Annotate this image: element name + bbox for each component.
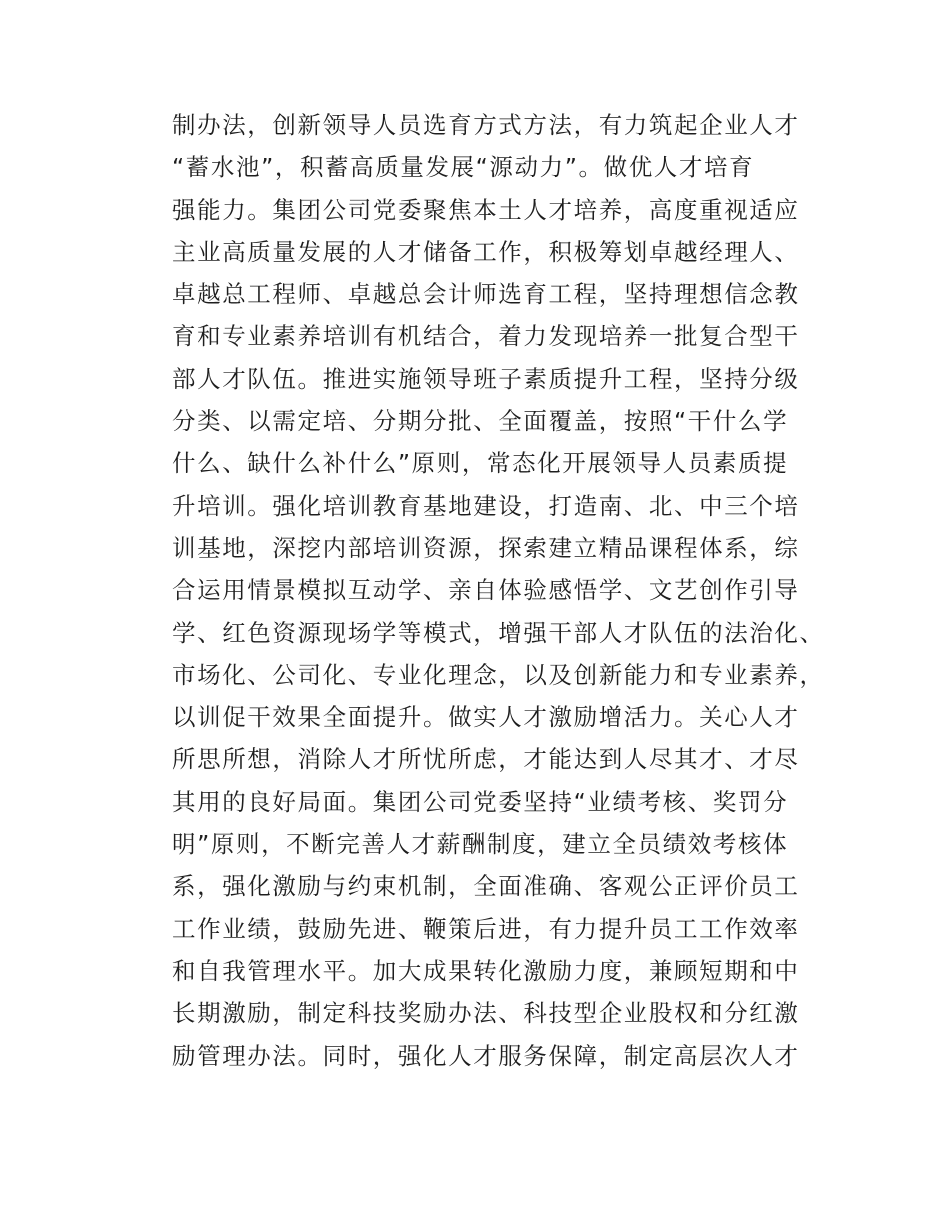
text-line: 合运用情景模拟互动学、亲自体验感悟学、文艺创作引导 <box>172 576 800 605</box>
body-paragraph <box>172 104 825 1077</box>
text-line: 工作业绩，鼓励先进、鞭策后进，有力提升员工工作效率 <box>172 914 800 943</box>
text-line: 以训促干效果全面提升。做实人才激励增活力。关心人才 <box>172 703 800 732</box>
text-line: 升培训。强化培训教育基地建设，打造南、北、中三个培 <box>172 491 800 520</box>
text-line: 所思所想，消除人才所忧所虑，才能达到人尽其才、才尽 <box>172 745 800 774</box>
text-line: “蓄水池”，积蓄高质量发展“源动力”。做优人才培育 <box>172 153 755 182</box>
text-line: 学、红色资源现场学等模式，增强干部人才队伍的法治化、 <box>172 618 825 647</box>
text-line: 什么、缺什么补什么”原则，常态化开展领导人员素质提 <box>172 449 789 478</box>
text-line: 分类、以需定培、分期分批、全面覆盖，按照“干什么学 <box>172 407 789 436</box>
text-line: 市场化、公司化、专业化理念，以及创新能力和专业素养， <box>172 660 825 689</box>
text-line: 卓越总工程师、卓越总会计师选育工程，坚持理想信念教 <box>172 280 800 309</box>
text-line: 制办法，创新领导人员选育方式方法，有力筑起企业人才 <box>172 111 800 139</box>
text-line: 励管理办法。同时，强化人才服务保障，制定高层次人才 <box>172 1041 800 1070</box>
text-line: 明”原则，不断完善人才薪酬制度，建立全员绩效考核体 <box>172 830 789 859</box>
text-line: 训基地，深挖内部培训资源，探索建立精品课程体系，综 <box>172 533 800 562</box>
text-line: 系，强化激励与约束机制，全面准确、客观公正评价员工 <box>172 872 800 901</box>
text-line: 其用的良好局面。集团公司党委坚持“业绩考核、奖罚分 <box>172 787 789 816</box>
text-line: 长期激励，制定科技奖励办法、科技型企业股权和分红激 <box>172 999 800 1028</box>
text-line: 育和专业素养培训有机结合，着力发现培养一批复合型干 <box>172 322 800 351</box>
text-line: 主业高质量发展的人才储备工作，积极筹划卓越经理人、 <box>172 237 800 266</box>
text-line: 部人才队伍。推进实施领导班子素质提升工程，坚持分级 <box>172 364 800 393</box>
text-line: 和自我管理水平。加大成果转化激励力度，兼顾短期和中 <box>172 956 800 985</box>
text-line: 强能力。集团公司党委聚焦本土人才培养，高度重视适应 <box>172 195 800 224</box>
